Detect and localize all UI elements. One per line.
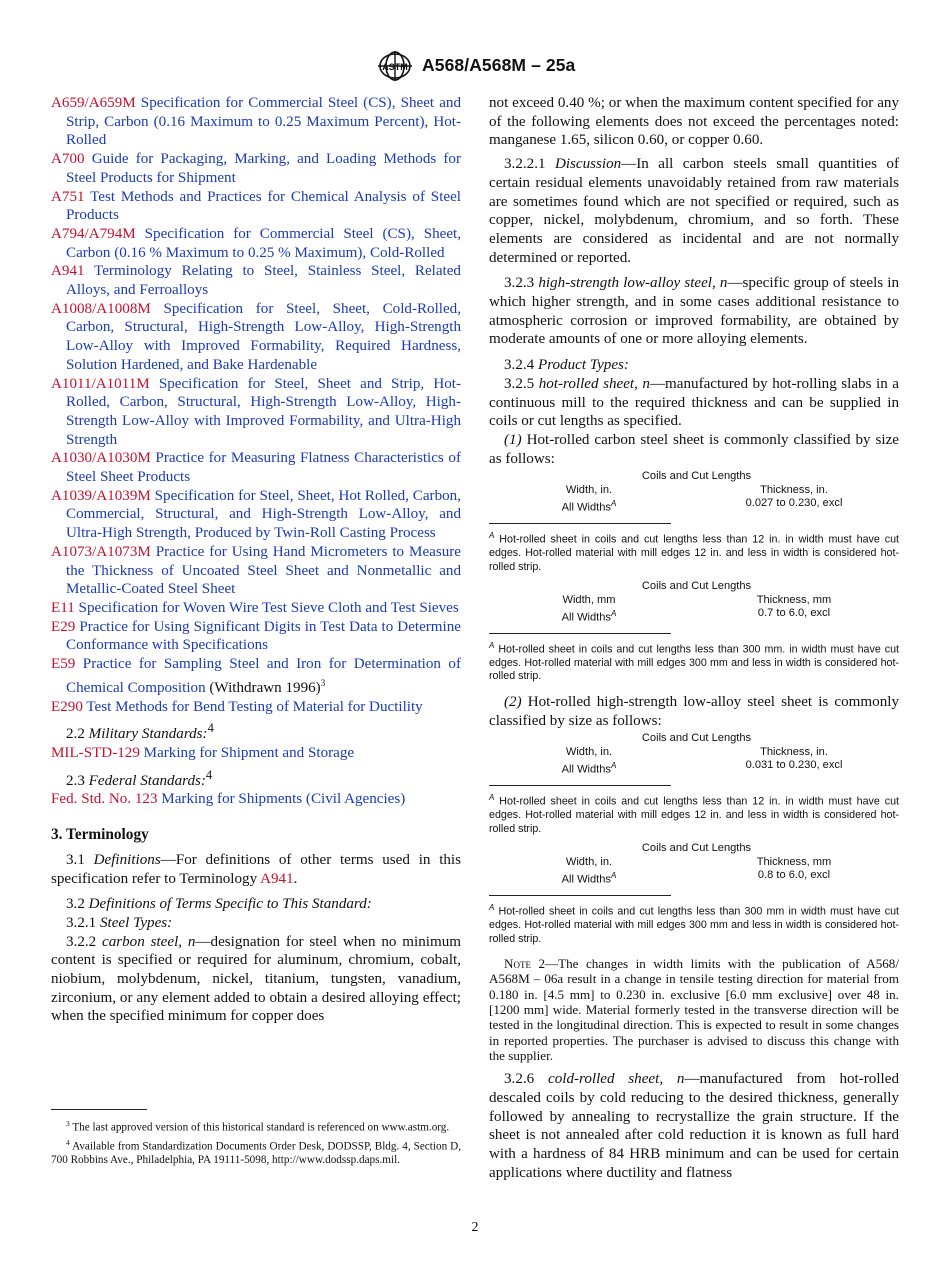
paragraph-3-1 [51, 851, 461, 888]
reference-title-link[interactable]: Specification for Steel, Sheet and Strip, Hot-Rolled, Carbon, Structural, High-Strength Low-Alloy, High-Strength Low-Alloy with Improved Formability, and Ultra-High Strength [66, 375, 461, 448]
table-caption: Coils and Cut Lengths [641, 470, 752, 483]
table-row [489, 869, 899, 886]
reference-title-link[interactable]: Terminology Relating to Steel, Stainless Steel, Related Alloys, and Ferroalloys [66, 263, 461, 299]
reference-code-link[interactable]: A700 [51, 151, 85, 168]
section-number: 2.3 [66, 772, 85, 789]
table-cell: 0.031 to 0.230, excl [745, 759, 843, 772]
column-header: Width, in. [565, 855, 613, 868]
size-table-block [489, 732, 899, 836]
page-header [0, 50, 950, 86]
document-title: A568/A568M – 25a [422, 55, 576, 75]
reference-title-link[interactable]: Specification for Steel, Sheet, Hot Rolled, Carbon, Commercial, Structural, and High-Strength Low-Alloy, and Ultra-High Strength, Produced by Twin-Roll Casting Process [66, 487, 461, 542]
reference-entry [51, 655, 461, 697]
size-table-block [489, 580, 899, 684]
paragraph-3-2-2-continued: not exceed 0.40 %; or when the maximum content specified for any of the following elements does not exceed the percentages noted: manganese 1.65, silicon 0.60, or copper 0.60. [489, 95, 899, 149]
para-term: hot-rolled sheet, n [538, 375, 650, 392]
heading-text: Federal Standards: [88, 772, 206, 789]
table-footnote-ref: A [610, 499, 617, 509]
para-text: . [293, 870, 298, 887]
column-header: Width, mm [562, 593, 616, 606]
reference-title-link[interactable]: Test Methods and Practices for Chemical Analysis of Steel Products [66, 188, 461, 224]
column-header: Width, in. [565, 745, 613, 758]
footnote [51, 1117, 461, 1136]
reference-entry [51, 487, 461, 543]
para-number: 3.2.1 [66, 914, 97, 931]
size-table [489, 470, 899, 515]
reference-entry [51, 744, 461, 763]
size-table [489, 842, 899, 886]
cell-text: All Widths [561, 611, 611, 624]
footnote-text: The last approved version of this historical standard is referenced on www.astm.org. [69, 1121, 450, 1134]
note-label: Note 2 [504, 956, 545, 972]
paragraph-3-2 [51, 895, 461, 914]
para-term: Discussion [554, 156, 622, 173]
column-header: Width, in. [565, 483, 613, 496]
para-term: Definitions [93, 851, 161, 868]
table-footnote-text: Hot-rolled sheet in coils and cut lengths less than 12 in. in width must have cut edges. Hot-rolled material with mill edges 12 in. and less in width is considered hot-rolled strip. [489, 533, 899, 573]
para-term: cold-rolled sheet, n [548, 1071, 685, 1088]
list-item-1 [489, 431, 899, 468]
table-cell: 0.8 to 6.0, excl [757, 869, 831, 882]
reference-title-link[interactable]: Specification for Steel, Sheet, Cold-Rolled, Carbon, Structural, High-Strength Low-Alloy, High-Strength Low-Alloy with Improved Formability, Required Hardness, Solution Hardened, and Bake Hardenable [66, 300, 461, 373]
column-header: Thickness, mm [756, 593, 832, 606]
table-footnote-marker: A [489, 902, 495, 912]
size-table-block [489, 842, 899, 946]
reference-code-link[interactable]: A1073/A1073M [51, 543, 151, 560]
table-caption: Coils and Cut Lengths [641, 842, 752, 855]
reference-entry [51, 543, 461, 599]
item-number: (2) [504, 694, 522, 711]
table-caption: Coils and Cut Lengths [641, 732, 752, 745]
reference-code-link[interactable]: E59 [51, 656, 76, 673]
left-column [51, 94, 461, 1026]
paragraph-3-2-6 [489, 1070, 899, 1182]
table-cell [539, 607, 639, 625]
table-footnote-text: Hot-rolled sheet in coils and cut lengths less than 300 mm. in width must have cut edges. Hot-rolled material with mill edges 300 mm and less in width is considered hot-rolled strip. [489, 643, 899, 683]
table-footnote-marker: A [489, 640, 495, 650]
section-number: 2.2 [66, 726, 85, 743]
footnote-divider [51, 1109, 147, 1110]
table-footnote-text: Hot-rolled sheet in coils and cut lengths less than 12 in. in width must have cut edges. Hot-rolled material with mill edges 12 in. and less in width is considered hot-rolled strip. [489, 795, 899, 835]
astm-logo-icon [376, 50, 414, 82]
reference-entry [51, 300, 461, 375]
military-standards-heading [51, 719, 461, 744]
reference-title-link[interactable]: Specification for Commercial Steel (CS), Sheet, Carbon (0.16 % Maximum to 0.25 % Maximum), Cold-Rolled [66, 225, 461, 261]
item-text: Hot-rolled carbon steel sheet is commonly classified by size as follows: [489, 431, 899, 467]
para-term: carbon steel, n [102, 933, 196, 950]
reference-code-link[interactable]: E290 [51, 698, 83, 715]
para-text: —For definitions of other terms used in this specification refer to Terminology [51, 851, 461, 887]
table-footnote-divider [489, 895, 671, 896]
para-term: Definitions of Terms Specific to This Standard: [88, 896, 372, 913]
table-footnote-marker: A [489, 530, 495, 540]
para-number: 3.2.4 [504, 357, 535, 374]
table-caption: Coils and Cut Lengths [641, 580, 752, 593]
footnote-ref[interactable]: 3 [320, 677, 326, 688]
reference-code-link[interactable]: E11 [51, 599, 75, 616]
reference-title-link[interactable]: Test Methods for Bend Testing of Material for Ductility [86, 698, 423, 715]
paragraph-3-2-2 [51, 933, 461, 1027]
list-item-2 [489, 693, 899, 730]
reference-code-link[interactable]: A1011/A1011M [51, 375, 150, 392]
footnote-text: Available from Standardization Documents Order Desk, DODSSP, Bldg. 4, Section D, 700 Robbins Ave., Philadelphia, PA 19111-5098, http://www.dodssp.daps.mil. [51, 1140, 461, 1167]
note-2 [489, 956, 899, 1063]
reference-code-link[interactable]: A659/A659M [51, 95, 136, 111]
column-header: Thickness, in. [760, 483, 828, 496]
reference-code-link[interactable]: A941 [51, 263, 85, 280]
table-footnote [489, 791, 899, 836]
para-text: —manufactured from hot-rolled descaled coils by cold reducing to the desired thickness, generally followed by annealing to recrystallize the grain structure. If the sheet is not annealed after cold reduction it is known as full hard with a hardness of 84 HRB minimum and can be used for certain applications where ductility and flatness [489, 1071, 899, 1181]
para-number: 3.2.5 [504, 375, 535, 392]
reference-code-link[interactable]: Fed. Std. No. 123 [51, 791, 158, 808]
footnote-number: 3 [66, 1119, 70, 1128]
size-table [489, 580, 899, 624]
footnote-number: 4 [66, 1137, 70, 1147]
column-header: Thickness, in. [760, 745, 828, 758]
table-header-row [489, 594, 899, 608]
section-heading: 3. Terminology [51, 826, 149, 844]
reference-entry [51, 94, 461, 150]
paragraph-3-2-5 [489, 375, 899, 431]
para-number: 3.2.2 [66, 933, 97, 950]
table-footnote [489, 901, 899, 946]
table-header-row [489, 856, 899, 870]
paragraph-3-2-1 [51, 914, 461, 933]
table-cell [539, 759, 639, 777]
logo-text: ASTM [382, 62, 408, 72]
table-header-row [489, 484, 899, 498]
size-table [489, 732, 899, 777]
reference-entry [51, 225, 461, 262]
table-footnote-divider [489, 785, 671, 786]
reference-title-link[interactable]: Specification for Woven Wire Test Sieve Cloth and Test Sieves [78, 599, 459, 616]
right-column [489, 94, 899, 1182]
table-header-row [489, 746, 899, 760]
para-term: Steel Types: [99, 914, 173, 931]
reference-entry [51, 790, 461, 809]
table-row [489, 497, 899, 515]
federal-standards-heading [51, 766, 461, 791]
reference-code-link[interactable]: A1030/A1030M [51, 450, 151, 467]
table-footnote [489, 639, 899, 684]
reference-code-link[interactable]: A1039/A1039M [51, 487, 151, 504]
terminology-link[interactable]: A941 [260, 870, 294, 887]
para-term: high-strength low-alloy steel, n [538, 275, 728, 292]
table-footnote-ref: A [610, 609, 617, 619]
reference-list [51, 94, 461, 716]
reference-entry [51, 698, 461, 717]
table-row [489, 607, 899, 624]
reference-title-link[interactable]: Specification for Commercial Steel (CS), Sheet and Strip, Carbon (0.16 Maximum to 0.25 Maximum Percent), Hot-Rolled [66, 95, 461, 149]
reference-title-link[interactable]: Practice for Sampling Steel and Iron for Determination of Chemical Composition [66, 656, 461, 696]
reference-code-link[interactable]: MIL-STD-129 [51, 744, 140, 761]
para-text: —In all carbon steels small quantities of certain residual elements unavoidably retained from raw materials are sometimes found which are not specified or required, such as copper, nickel, molybdenum, chromium, and so forth. These elements are considered as incidental and are not normally determined or reported. [489, 156, 899, 266]
table-footnote-divider [489, 633, 671, 634]
para-term: Product Types: [537, 357, 629, 374]
paragraph-3-2-3 [489, 274, 899, 349]
reference-title-link[interactable]: Practice for Measuring Flatness Characteristics of Steel Sheet Products [66, 450, 461, 486]
reference-entry [51, 618, 461, 655]
reference-code-link[interactable]: A794/A794M [51, 225, 136, 242]
size-table-block [489, 470, 899, 574]
para-number: 3.2 [66, 896, 85, 913]
para-text: —designation for steel when no minimum content is specified or required for aluminum, chromium, cobalt, niobium, molybdenum, nickel, titanium, tungsten, vanadium, zirconium, or any element added to obtain a desired alloying effect; when the specified minimum for copper does [51, 933, 461, 1025]
column-header: Thickness, mm [756, 855, 832, 868]
para-number: 3.2.2.1 [504, 156, 546, 173]
footnotes [51, 1117, 461, 1168]
table-cell [539, 497, 639, 515]
reference-title-link[interactable]: Marking for Shipments (Civil Agencies) [161, 791, 406, 808]
reference-title-link[interactable]: Guide for Packaging, Marking, and Loading Methods for Steel Products for Shipment [66, 151, 461, 186]
table-footnote [489, 529, 899, 574]
reference-code-link[interactable]: E29 [51, 618, 76, 635]
reference-title-link[interactable]: Practice for Using Hand Micrometers to Measure the Thickness of Uncoated Steel Sheet and Nonmetallic and Metallic-Coated Steel Sheet [66, 543, 461, 598]
para-number: 3.2.6 [504, 1071, 535, 1088]
para-number: 3.1 [66, 851, 85, 868]
footnote-ref[interactable]: 4 [207, 721, 214, 736]
reference-code-link[interactable]: A1008/A1008M [51, 300, 151, 317]
table-footnote-ref: A [610, 871, 617, 881]
cell-text: All Widths [561, 873, 611, 886]
reference-code-link[interactable]: A751 [51, 188, 85, 205]
item-number: (1) [504, 431, 522, 448]
cell-text: All Widths [561, 502, 611, 515]
table-cell: 0.7 to 6.0, excl [757, 607, 831, 620]
reference-entry [51, 599, 461, 618]
table-footnote-text: Hot-rolled sheet in coils and cut lengths less than 300 mm in width must have cut edges. Hot-rolled material with mill edges 300 mm and less in width is considered hot-rolled strip. [489, 905, 899, 945]
table-row [489, 759, 899, 777]
paragraph-3-2-4 [489, 356, 899, 375]
heading-text: Military Standards: [88, 726, 208, 743]
page-number: 2 [471, 1220, 479, 1235]
footnote [51, 1136, 461, 1168]
reference-entry [51, 150, 461, 187]
reference-entry [51, 375, 461, 450]
note-text: —The changes in width limits with the publication of A568/ A568M – 06a result in a change in tensile testing direction for material from 0.180 in. [4.5 mm] to 0.230 in. exclusive [6.0 mm exclusive] over 48 in. [1200 mm] wide. Material formerly tested in the transverse direction will be tested in the longitudinal direction. This is expected to result in some changes in reported properties. The purchaser is advised to discuss this change with the supplier. [489, 956, 899, 1063]
reference-title-link[interactable]: Practice for Using Significant Digits in Test Data to Determine Conformance with Specifications [66, 618, 461, 654]
paragraph-3-2-2-1 [489, 155, 899, 267]
table-footnote-divider [489, 523, 671, 524]
reference-entry [51, 188, 461, 225]
para-number: 3.2.3 [504, 275, 535, 292]
reference-status: (Withdrawn 1996) [205, 679, 321, 696]
reference-entry [51, 449, 461, 486]
para-text: —specific group of steels in which higher strength, and in some cases additional resistance to atmospheric corrosion or improved formability, are obtained by moderate amounts of one or more alloying elements. [489, 275, 899, 348]
footnote-ref[interactable]: 4 [205, 767, 213, 782]
reference-title-link[interactable]: Marking for Shipment and Storage [143, 744, 355, 761]
table-footnote-marker: A [489, 792, 495, 802]
item-text: Hot-rolled high-strength low-alloy steel sheet is commonly classified by size as follows: [489, 694, 899, 729]
table-footnote-ref: A [610, 761, 617, 771]
table-cell [539, 869, 639, 887]
reference-entry [51, 262, 461, 299]
table-cell: 0.027 to 0.230, excl [745, 497, 843, 510]
cell-text: All Widths [561, 764, 611, 777]
para-text: —manufactured by hot-rolling slabs in a continuous mill to the required thickness and can be supplied in coils or cut lengths as specified. [489, 375, 899, 430]
